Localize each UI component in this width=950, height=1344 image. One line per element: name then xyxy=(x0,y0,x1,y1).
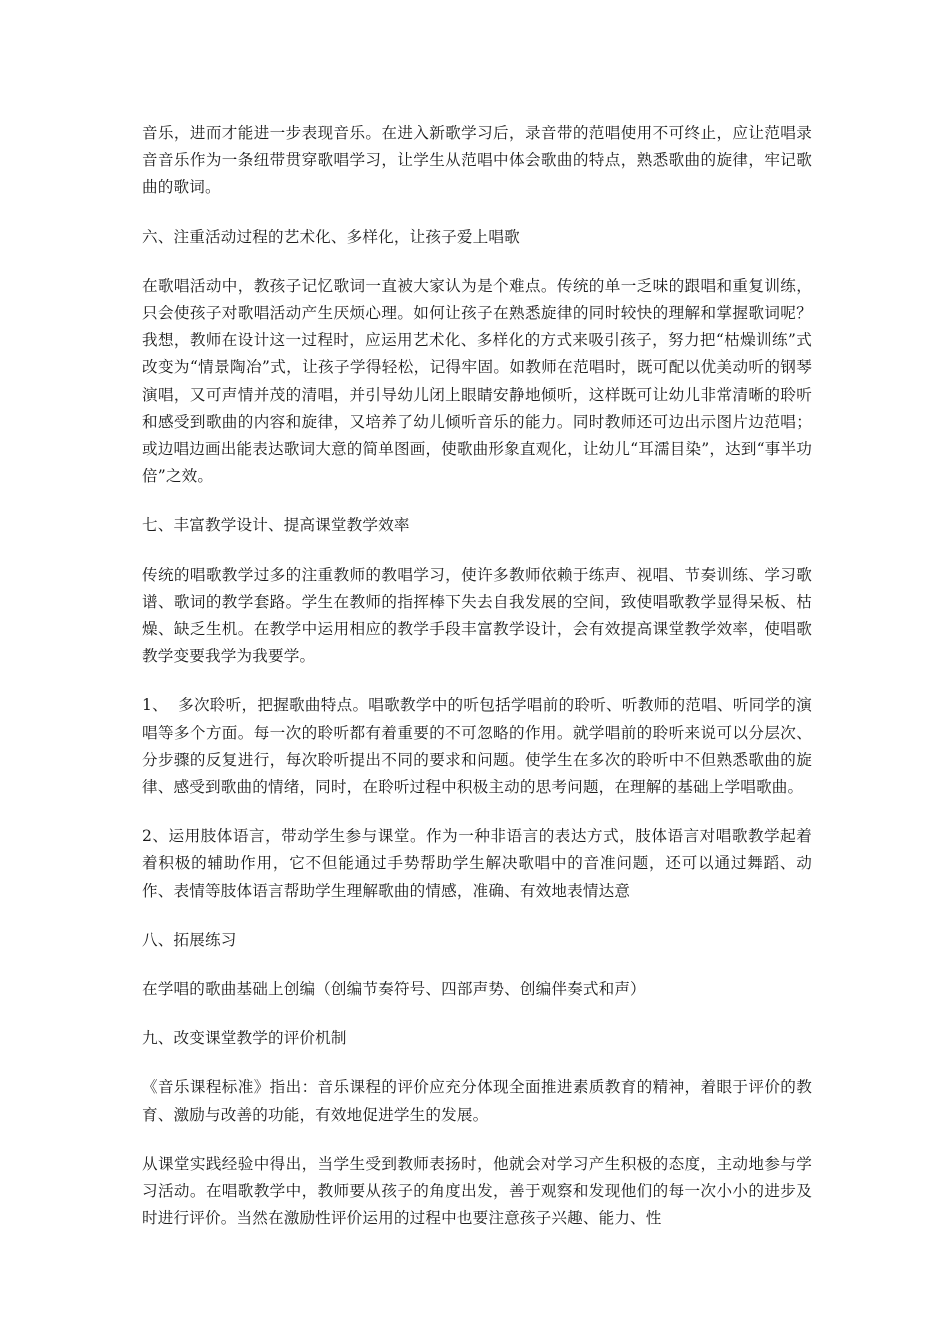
document-body xyxy=(142,120,812,1255)
section-heading-8: 八、拓展练习 xyxy=(142,930,237,949)
paragraph-section-6: 在歌唱活动中，教孩子记忆歌词一直被大家认为是个难点。传统的单一乏味的跟唱和重复训练，只会使孩子对歌唱活动产生厌烦心理。如何让孩子在熟悉旋律的同时较快的理解和掌握歌词呢？我想，教师在设计这一过程时，应运用艺术化、多样化的方式来吸引孩子，努力把“枯燥训练”式改变为“情景陶冶”式，让孩子学得轻松，记得牢固。如教师在范唱时，既可配以优美动听的钢琴演唱，又可声情并茂的清唱，并引导幼儿闭上眼睛安静地倾听，这样既可让幼儿非常清晰的聆听和感受到歌曲的内容和旋律，又培养了幼儿倾听音乐的能力。同时教师还可边出示图片边范唱；或边唱边画出能表达歌词大意的简单图画，使歌曲形象直观化，让幼儿“耳濡目染”，达到“事半功倍”之效。 xyxy=(142,276,812,486)
list-item-1 xyxy=(142,692,812,801)
section-heading-9: 九、改变课堂教学的评价机制 xyxy=(142,1029,347,1048)
paragraph-section-8: 在学唱的歌曲基础上创编（创编节奏符号、四部声势、创编伴奏式和声） xyxy=(142,980,646,999)
list-item-number: 1、 xyxy=(142,696,168,715)
paragraph-intro: 音乐，进而才能进一步表现音乐。在进入新歌学习后，录音带的范唱使用不可终止，应让范唱录音音乐作为一条纽带贯穿歌唱学习，让学生从范唱中体会歌曲的特点，熟悉歌曲的旋律，牢记歌曲的歌词。 xyxy=(142,124,812,197)
paragraph-section-7: 传统的唱歌教学过多的注重教师的教唱学习，使许多教师依赖于练声、视唱、节奏训练、学习歌谱、歌词的教学套路。学生在教师的指挥棒下失去自我发展的空间，致使唱歌教学显得呆板、枯燥、缺乏生机。在教学中运用相应的教学手段丰富教学设计，会有效提高课堂教学效率，使唱歌教学变要我学为我要学。 xyxy=(142,565,812,666)
section-heading-7: 七、丰富教学设计、提高课堂教学效率 xyxy=(142,516,410,535)
section-heading-6: 六、注重活动过程的艺术化、多样化，让孩子爱上唱歌 xyxy=(142,227,520,246)
list-item-text: 多次聆听，把握歌曲特点。唱歌教学中的听包括学唱前的聆听、听教师的范唱、听同学的演唱等多个方面。每一次的聆听都有着重要的不可忽略的作用。就学唱前的聆听来说可以分层次、分步骤的反复进行，每次聆听提出不同的要求和问题。使学生在多次的聆听中不但熟悉歌曲的旋律、感受到歌曲的情绪，同时，在聆听过程中积极主动的思考问题，在理解的基础上学唱歌曲。 xyxy=(142,696,812,797)
paragraph-section-9-a: 《音乐课程标准》指出：音乐课程的评价应充分体现全面推进素质教育的精神，着眼于评价的教育、激励与改善的功能，有效地促进学生的发展。 xyxy=(142,1078,812,1124)
list-item-2: 2、运用肢体语言，带动学生参与课堂。作为一种非语言的表达方式，肢体语言对唱歌教学起着着积极的辅助作用，它不但能通过手势帮助学生解决歌唱中的音准问题，还可以通过舞蹈、动作、表情等肢体语言帮助学生理解歌曲的情感，准确、有效地表情达意 xyxy=(142,827,812,900)
paragraph-section-9-b: 从课堂实践经验中得出，当学生受到教师表扬时，他就会对学习产生积极的态度，主动地参与学习活动。在唱歌教学中，教师要从孩子的角度出发，善于观察和发现他们的每一次小小的进步及时进行评价。当然在激励性评价运用的过程中也要注意孩子兴趣、能力、性 xyxy=(142,1154,812,1228)
